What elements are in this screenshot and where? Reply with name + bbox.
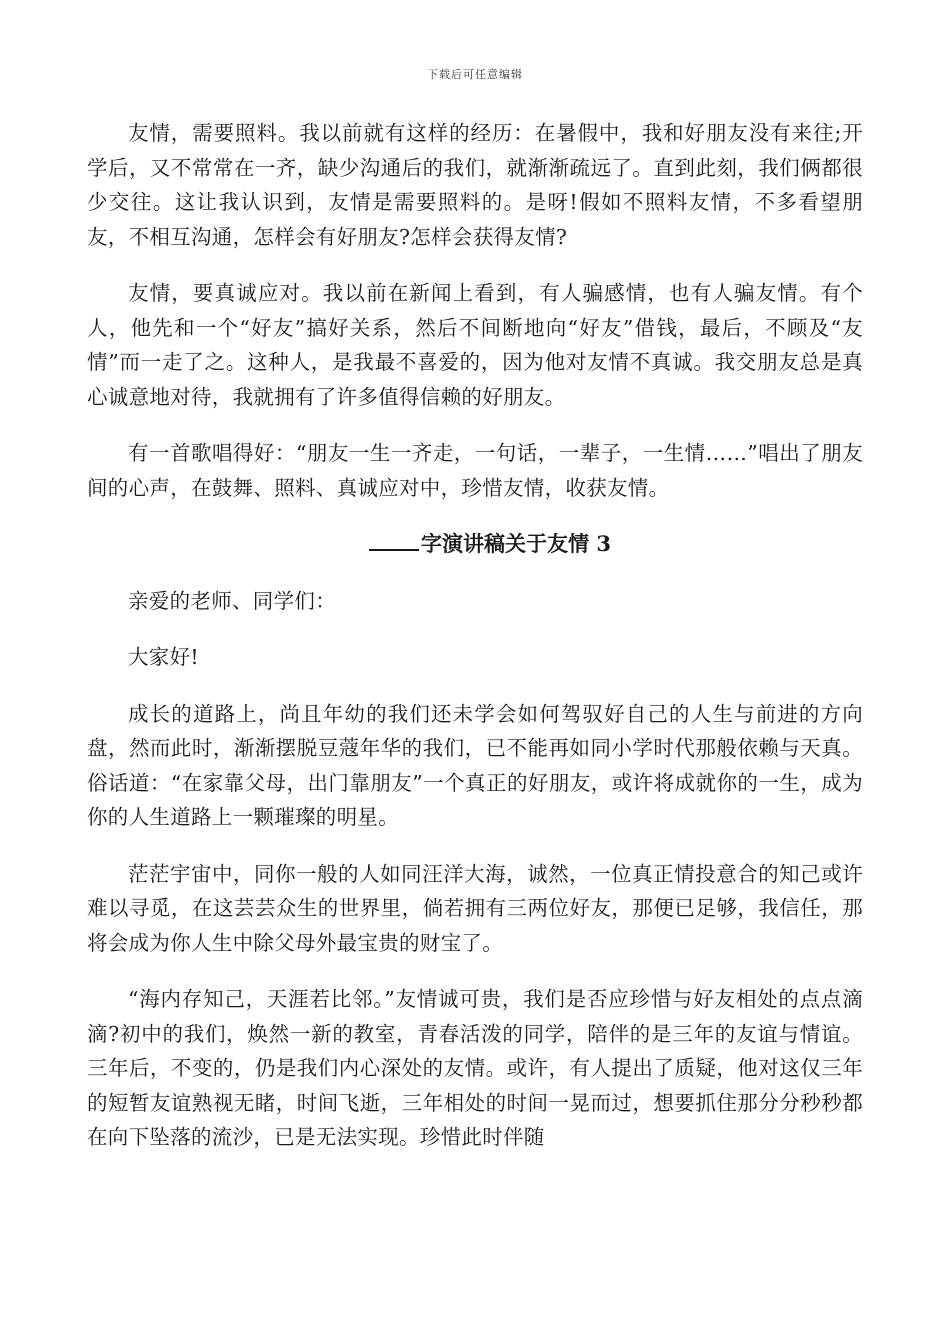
document-body bbox=[87, 116, 863, 1155]
paragraph-growth: 成长的道路上，尚且年幼的我们还未学会如何驾驭好自己的人生与前进的方向盘，然而此时，渐渐摆脱豆蔻年华的我们，已不能再如同小学时代那般依赖与天真。俗话道：“在家靠父母，出门靠朋友”一个真正的好朋友，或许将成就你的一生，成为你的人生道路上一颗璀璨的明星。 bbox=[87, 701, 863, 829]
title-blank-underline bbox=[369, 527, 419, 551]
paragraph-song: 有一首歌唱得好：“朋友一生一齐走，一句话，一辈子，一生情……”唱出了朋友间的心声，在鼓舞、照料、真诚应对中，珍惜友情，收获友情。 bbox=[87, 441, 863, 500]
speech-greeting: 亲爱的老师、同学们： bbox=[128, 588, 336, 613]
section-title bbox=[87, 527, 863, 562]
section-title-text: 字演讲稿关于友情 3 bbox=[421, 531, 611, 556]
paragraph-universe: 茫茫宇宙中，同你一般的人如同汪洋大海，诚然，一位真正情投意合的知己或许难以寻觅，在这芸芸众生的世界里，倘若拥有三两位好友，那便已足够，我信任，那将会成为你人生中除父母外最宝贵的财宝了。 bbox=[87, 861, 863, 955]
page-header: 下载后可任意编辑 bbox=[427, 68, 523, 81]
paragraph-friendship-care: 友情，需要照料。我以前就有这样的经历：在暑假中，我和好朋友没有来往;开学后，又不常常在一齐，缺少沟通后的我们，就渐渐疏远了。直到此刻，我们俩都很少交往。这让我认识到，友情是需要照料的。是呀!假如不照料友情，不多看望朋友，不相互沟通，怎样会有好朋友?怎样会获得友情? bbox=[87, 121, 863, 249]
speech-hello: 大家好! bbox=[128, 645, 199, 669]
paragraph-cherish: “海内存知己，天涯若比邻。”友情诚可贵，我们是否应珍惜与好友相处的点点滴滴?初中的我们，焕然一新的教室，青春活泼的同学，陪伴的是三年的友谊与情谊。三年后，不变的，仍是我们内心深处的友情。或许，有人提出了质疑，他对这仅三年的短暂友谊熟视无睹，时间飞逝，三年相处的时间一晃而过，想要抓住那分分秒秒都在向下坠落的流沙，已是无法实现。珍惜此时伴随 bbox=[87, 987, 863, 1149]
paragraph-friendship-sincere: 友情，要真诚应对。我以前在新闻上看到，有人骗感情，也有人骗友情。有个人，他先和一个“好友”搞好关系，然后不间断地向“好友”借钱，最后，不顾及“友情”而一走了之。这种人，是我最不喜爱的，因为他对友情不真诚。我交朋友总是真心诚意地对待，我就拥有了许多值得信赖的好朋友。 bbox=[87, 281, 863, 409]
